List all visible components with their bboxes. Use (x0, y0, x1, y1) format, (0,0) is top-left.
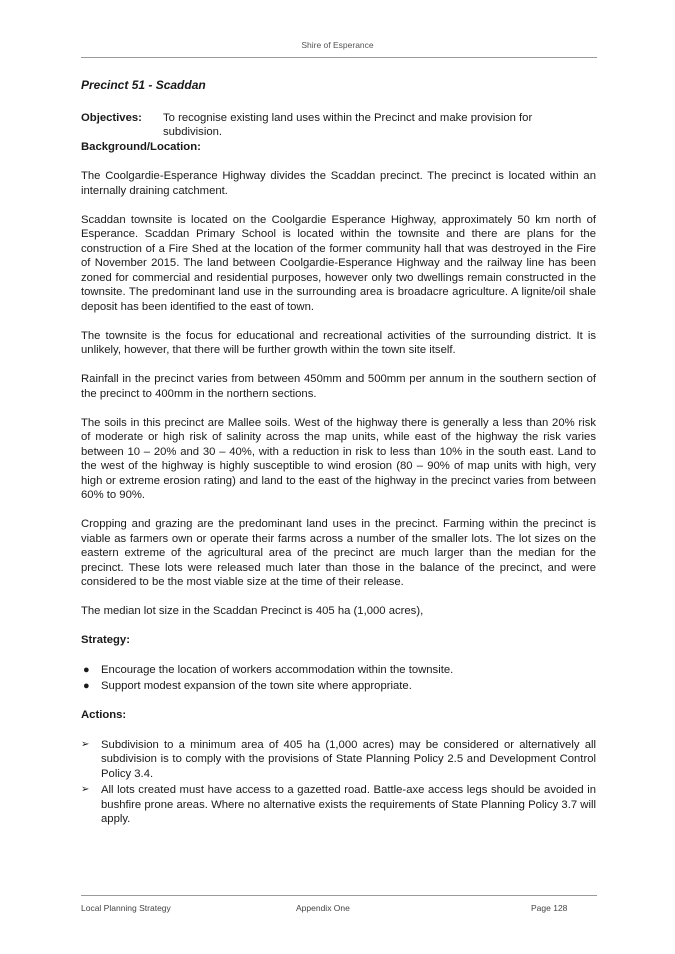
list-item (81, 738, 596, 782)
actions-heading: Actions: (81, 709, 127, 721)
footer-divider (81, 895, 597, 896)
paragraph: The townsite is the focus for educational and recreational activities of the surrounding district. It is unlikely, however, that there will be further growth within the town site itself. (81, 329, 596, 356)
paragraph: The Coolgardie-Esperance Highway divides the Scaddan precinct. The precinct is located within an internally draining catchment. (81, 170, 596, 197)
footer-document-title: Local Planning Strategy (81, 903, 171, 913)
paragraph: Scaddan townsite is located on the Coolgardie Esperance Highway, approximately 50 km north of Esperance. Scaddan Primary School is located within the townsite and there are plans for the construction of a Fire Shed at the location of the former community hall that was destroyed in the Fire of November 2015. The land between Coolgardie-Esperance Highway and the railway line has been zoned for commercial and residential purposes, however only two dwellings remain constructed in the townsite. The predominant land use in the surrounding area is broadacre agriculture. A lignite/oil shale deposit has been identified to the east of town. (81, 213, 596, 313)
paragraph: The median lot size in the Scaddan Precinct is 405 ha (1,000 acres), (81, 605, 424, 617)
list-item-text: Support modest expansion of the town site where appropriate. (101, 680, 412, 692)
header-divider (81, 57, 597, 58)
strategy-heading: Strategy: (81, 634, 130, 646)
list-item-text: Encourage the location of workers accommodation within the townsite. (101, 663, 454, 676)
objectives-text: To recognise existing land uses within the Precinct and make provision for subdivision. (163, 111, 533, 138)
document-body (81, 78, 596, 841)
background-heading: Background/Location: (81, 140, 201, 153)
list-item (81, 783, 596, 827)
paragraph: Cropping and grazing are the predominant land uses in the precinct. Farming within the precinct is viable as farmers own or operate their farms across a number of the smaller lots. The lot sizes on the eastern extreme of the agricultural area of the precinct are much larger than the median for the precinct. These lots were released much later than those in the balance of the precinct, and were considered to be the most viable size at the time of their release. (81, 518, 596, 588)
strategy-list (81, 663, 596, 694)
arrow-bullet-icon: ➢ (81, 738, 90, 750)
objectives-label: Objectives: (81, 111, 142, 124)
footer-appendix: Appendix One (296, 903, 350, 913)
list-item-text: Subdivision to a minimum area of 405 ha (1,000 acres) may be considered or alternatively all subdivision is to comply with the provisions of State Planning Policy 2.5 and Development Control Policy 3.4. (101, 738, 596, 780)
paragraph: Rainfall in the precinct varies from between 450mm and 500mm per annum in the southern section of the precinct to 400mm in the northern sections. (81, 373, 596, 400)
footer-page-number: Page 128 (531, 903, 568, 913)
list-item (81, 663, 596, 678)
list-item-text: All lots created must have access to a gazetted road. Battle-axe access legs should be avoided in bushfire prone areas. Where no alternative exists the requirements of State Planning Policy 3.7 will apply. (101, 784, 596, 825)
paragraph: The soils in this precinct are Mallee soils. West of the highway there is generally a less than 20% risk of moderate or high risk of salinity across the map units, while east of the highway the risk varies between 10 – 20% and 30 – 40%, with a reduction in risk to less than 10% in the south east. Land to the west of the highway is highly susceptible to wind erosion (80 – 90% of map units with high, very high or extreme erosion rating) and land to the east of the highway in the precinct varies from between 60% to 90%. (81, 416, 596, 501)
bullet-icon: ● (83, 663, 90, 676)
actions-list (81, 738, 596, 827)
page-header-title: Shire of Esperance (301, 40, 374, 50)
arrow-bullet-icon: ➢ (81, 784, 90, 795)
precinct-title: Precinct 51 - Scaddan (81, 78, 206, 92)
bullet-icon: ● (83, 680, 90, 692)
list-item (81, 679, 596, 694)
objectives-row (81, 111, 596, 140)
